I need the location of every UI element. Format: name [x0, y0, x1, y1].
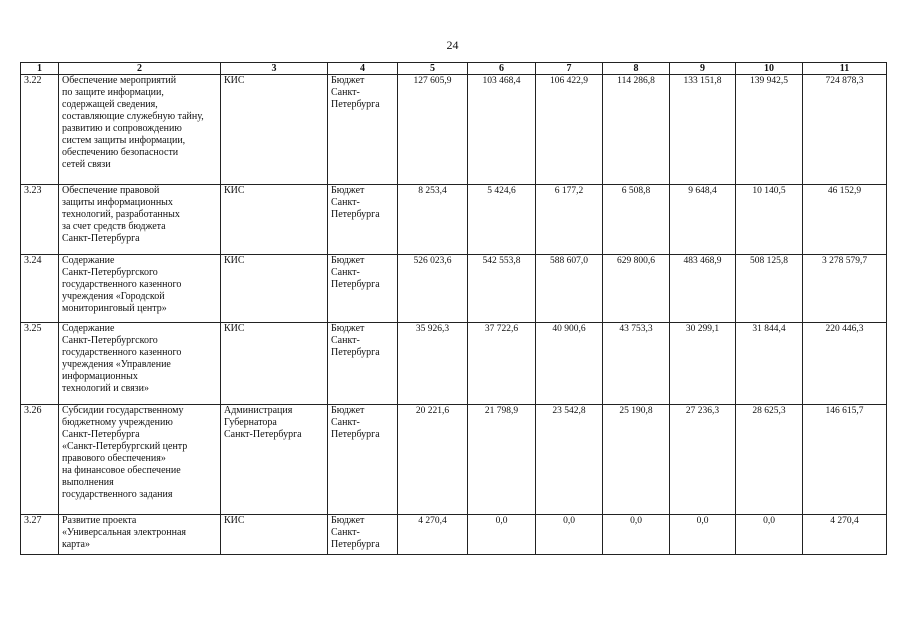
value-cell: 3 278 579,7 [803, 255, 887, 323]
value-cell: 20 221,6 [398, 405, 468, 515]
value-cell: 133 151,8 [670, 75, 736, 185]
row-source: Бюджет Санкт- Петербурга [331, 75, 380, 110]
value-cell: 5 424,6 [468, 185, 536, 255]
value-cell: 146 615,7 [803, 405, 887, 515]
row-executor: КИС [224, 255, 245, 266]
value-cell: 114 286,8 [603, 75, 670, 185]
row-name: Обеспечение мероприятий по защите информации, содержащей сведения, составляющие служебную тайну, развитию и сопровождению систем защиты информации, обеспечению безопасности сетей связи [62, 75, 204, 170]
row-code: 3.27 [21, 515, 59, 555]
column-header: 8 [603, 63, 670, 75]
value-cell: 629 800,6 [603, 255, 670, 323]
table-row [21, 323, 887, 405]
value-cell: 9 648,4 [670, 185, 736, 255]
value-cell: 31 844,4 [736, 323, 803, 405]
row-source: Бюджет Санкт- Петербурга [331, 255, 380, 290]
value-cell: 0,0 [536, 515, 603, 555]
value-cell: 23 542,8 [536, 405, 603, 515]
value-cell: 483 468,9 [670, 255, 736, 323]
column-header: 3 [221, 63, 328, 75]
value-cell: 508 125,8 [736, 255, 803, 323]
value-cell: 106 422,9 [536, 75, 603, 185]
value-cell: 35 926,3 [398, 323, 468, 405]
value-cell: 588 607,0 [536, 255, 603, 323]
value-cell: 0,0 [670, 515, 736, 555]
row-name: Содержание Санкт-Петербургского государственного казенного учреждения «Городской мониторинговый центр» [62, 255, 182, 314]
value-cell: 37 722,6 [468, 323, 536, 405]
row-code: 3.25 [21, 323, 59, 405]
column-header: 2 [59, 63, 221, 75]
row-code: 3.24 [21, 255, 59, 323]
column-header: 6 [468, 63, 536, 75]
row-code: 3.26 [21, 405, 59, 515]
value-cell: 25 190,8 [603, 405, 670, 515]
value-cell: 6 508,8 [603, 185, 670, 255]
value-cell: 21 798,9 [468, 405, 536, 515]
row-code: 3.23 [21, 185, 59, 255]
value-cell: 724 878,3 [803, 75, 887, 185]
value-cell: 127 605,9 [398, 75, 468, 185]
value-cell: 0,0 [736, 515, 803, 555]
value-cell: 43 753,3 [603, 323, 670, 405]
value-cell: 30 299,1 [670, 323, 736, 405]
row-source: Бюджет Санкт- Петербурга [331, 515, 380, 550]
column-header: 9 [670, 63, 736, 75]
column-header: 1 [21, 63, 59, 75]
row-name: Субсидии государственному бюджетному учреждению Санкт-Петербурга «Санкт-Петербургский центр правового обеспечения» на финансовое обеспечение выполнения государственного задания [62, 405, 188, 500]
value-cell: 526 023,6 [398, 255, 468, 323]
value-cell: 28 625,3 [736, 405, 803, 515]
column-header: 5 [398, 63, 468, 75]
row-source: Бюджет Санкт- Петербурга [331, 323, 380, 358]
value-cell: 220 446,3 [803, 323, 887, 405]
value-cell: 40 900,6 [536, 323, 603, 405]
value-cell: 27 236,3 [670, 405, 736, 515]
row-name: Содержание Санкт-Петербургского государственного казенного учреждения «Управление информационных технологий и связи» [62, 323, 182, 394]
table-row [21, 255, 887, 323]
value-cell: 8 253,4 [398, 185, 468, 255]
value-cell: 0,0 [468, 515, 536, 555]
column-header: 7 [536, 63, 603, 75]
column-header: 4 [328, 63, 398, 75]
row-source: Бюджет Санкт- Петербурга [331, 405, 380, 440]
table-row [21, 515, 887, 555]
row-source: Бюджет Санкт- Петербурга [331, 185, 380, 220]
value-cell: 542 553,8 [468, 255, 536, 323]
value-cell: 103 468,4 [468, 75, 536, 185]
column-header: 10 [736, 63, 803, 75]
column-header: 11 [803, 63, 887, 75]
value-cell: 10 140,5 [736, 185, 803, 255]
row-executor: КИС [224, 185, 245, 196]
row-executor: КИС [224, 323, 245, 334]
table-row [21, 75, 887, 185]
row-executor: КИС [224, 515, 245, 526]
budget-table [20, 62, 887, 555]
row-executor: Администрация Губернатора Санкт-Петербурга [224, 405, 302, 440]
value-cell: 6 177,2 [536, 185, 603, 255]
row-name: Развитие проекта «Универсальная электронная карта» [62, 515, 187, 550]
table-row [21, 405, 887, 515]
header-row [21, 63, 887, 75]
page-number: 24 [446, 38, 459, 52]
row-code: 3.22 [21, 75, 59, 185]
table-row [21, 185, 887, 255]
row-executor: КИС [224, 75, 245, 86]
value-cell: 0,0 [603, 515, 670, 555]
value-cell: 46 152,9 [803, 185, 887, 255]
value-cell: 4 270,4 [803, 515, 887, 555]
value-cell: 139 942,5 [736, 75, 803, 185]
row-name: Обеспечение правовой защиты информационных технологий, разработанных за счет средств бюджета Санкт-Петербурга [62, 185, 180, 244]
value-cell: 4 270,4 [398, 515, 468, 555]
